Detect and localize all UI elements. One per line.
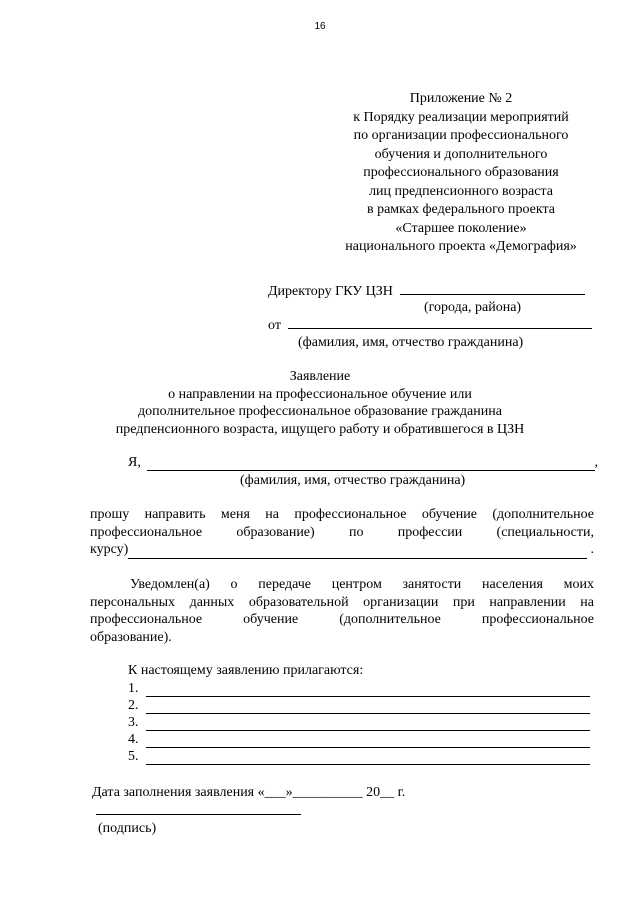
date-day-field[interactable]: ___ [264,785,286,800]
signature-field[interactable] [96,814,301,815]
date-quote-close: » [285,785,293,800]
date-month-field[interactable]: __________ [292,785,363,800]
applicant-suffix: , [594,455,598,470]
appendix-header [330,90,592,257]
from-label: от [268,318,281,333]
attachment-field[interactable] [146,683,590,697]
request-line: прошу направить меня на профессиональное обучение (дополнительное [90,507,594,522]
request-paragraph [90,506,594,559]
attachment-number: 3. [128,715,139,730]
attachment-number: 2. [128,698,139,713]
request-line3-suffix: . [590,542,594,557]
profession-field[interactable] [128,546,586,559]
date-row [92,784,405,801]
title-heading: Заявление [289,369,351,384]
director-name-field[interactable] [400,282,585,295]
date-year-suffix: г. [397,785,406,800]
applicant-fullname-field[interactable] [147,458,595,471]
title-line: дополнительное профессиональное образование гражданина [138,404,502,419]
date-year-prefix: 20 [366,785,381,800]
appendix-line: Приложение № 2 [409,91,513,106]
request-line3-prefix: курсу) [90,542,129,557]
director-label: Директору ГКУ ЦЗН [268,284,393,299]
appendix-line: обучения и дополнительного [374,146,548,162]
request-line-profession [90,541,594,559]
attachment-item [128,748,590,765]
title-line: предпенсионного возраста, ищущего работу и обратившегося в ЦЗН [115,421,525,437]
date-label: Дата заполнения заявления « [92,785,265,800]
attachment-number: 1. [128,681,139,696]
consent-paragraph [90,576,594,646]
appendix-line: к Порядку реализации мероприятий [353,109,569,125]
applicant-row [128,454,598,471]
applicant-hint: (фамилия, имя, отчество гражданина) [240,473,466,488]
appendix-line: по организации профессионального [353,128,569,143]
attachment-item [128,714,590,731]
attachment-field[interactable] [146,717,590,731]
consent-line: Уведомлен(а) о передаче центром занятости населения моих [130,577,594,592]
attachment-number: 4. [128,732,139,747]
city-hint: (города, района) [424,300,522,315]
attachment-item [128,697,590,714]
applicant-prefix: Я, [128,455,141,470]
name-hint: (фамилия, имя, отчество гражданина) [298,335,524,350]
appendix-line: «Старшее поколение» [395,220,527,236]
consent-line: образование). [90,629,172,645]
attachments-heading: К настоящему заявлению прилагаются: [128,663,364,678]
attachment-item [128,680,590,697]
attachment-item [128,731,590,748]
appendix-line: лиц предпенсионного возраста [369,183,553,199]
attachment-field[interactable] [146,700,590,714]
signature-label: (подпись) [98,821,157,836]
applicant-name-field[interactable] [288,316,592,329]
document-title [0,368,640,438]
date-year-field[interactable]: __ [380,785,395,800]
attachment-field[interactable] [146,734,590,748]
title-line: о направлении на профессиональное обучение или [168,386,472,402]
consent-line: персональных данных образовательной организации при направлении на [90,594,594,610]
attachment-field[interactable] [146,751,590,765]
appendix-line: в рамках федерального проекта [366,202,555,217]
director-row [268,282,585,300]
appendix-line: профессионального образования [363,165,559,180]
appendix-line: национального проекта «Демография» [345,239,577,254]
from-row [268,316,592,334]
consent-line: профессиональное обучение (дополнительное профессиональное [90,612,594,627]
request-line: профессиональное образование) по профессии (специальности, [90,524,594,540]
page-number: 16 [314,21,326,32]
attachment-number: 5. [128,749,139,764]
